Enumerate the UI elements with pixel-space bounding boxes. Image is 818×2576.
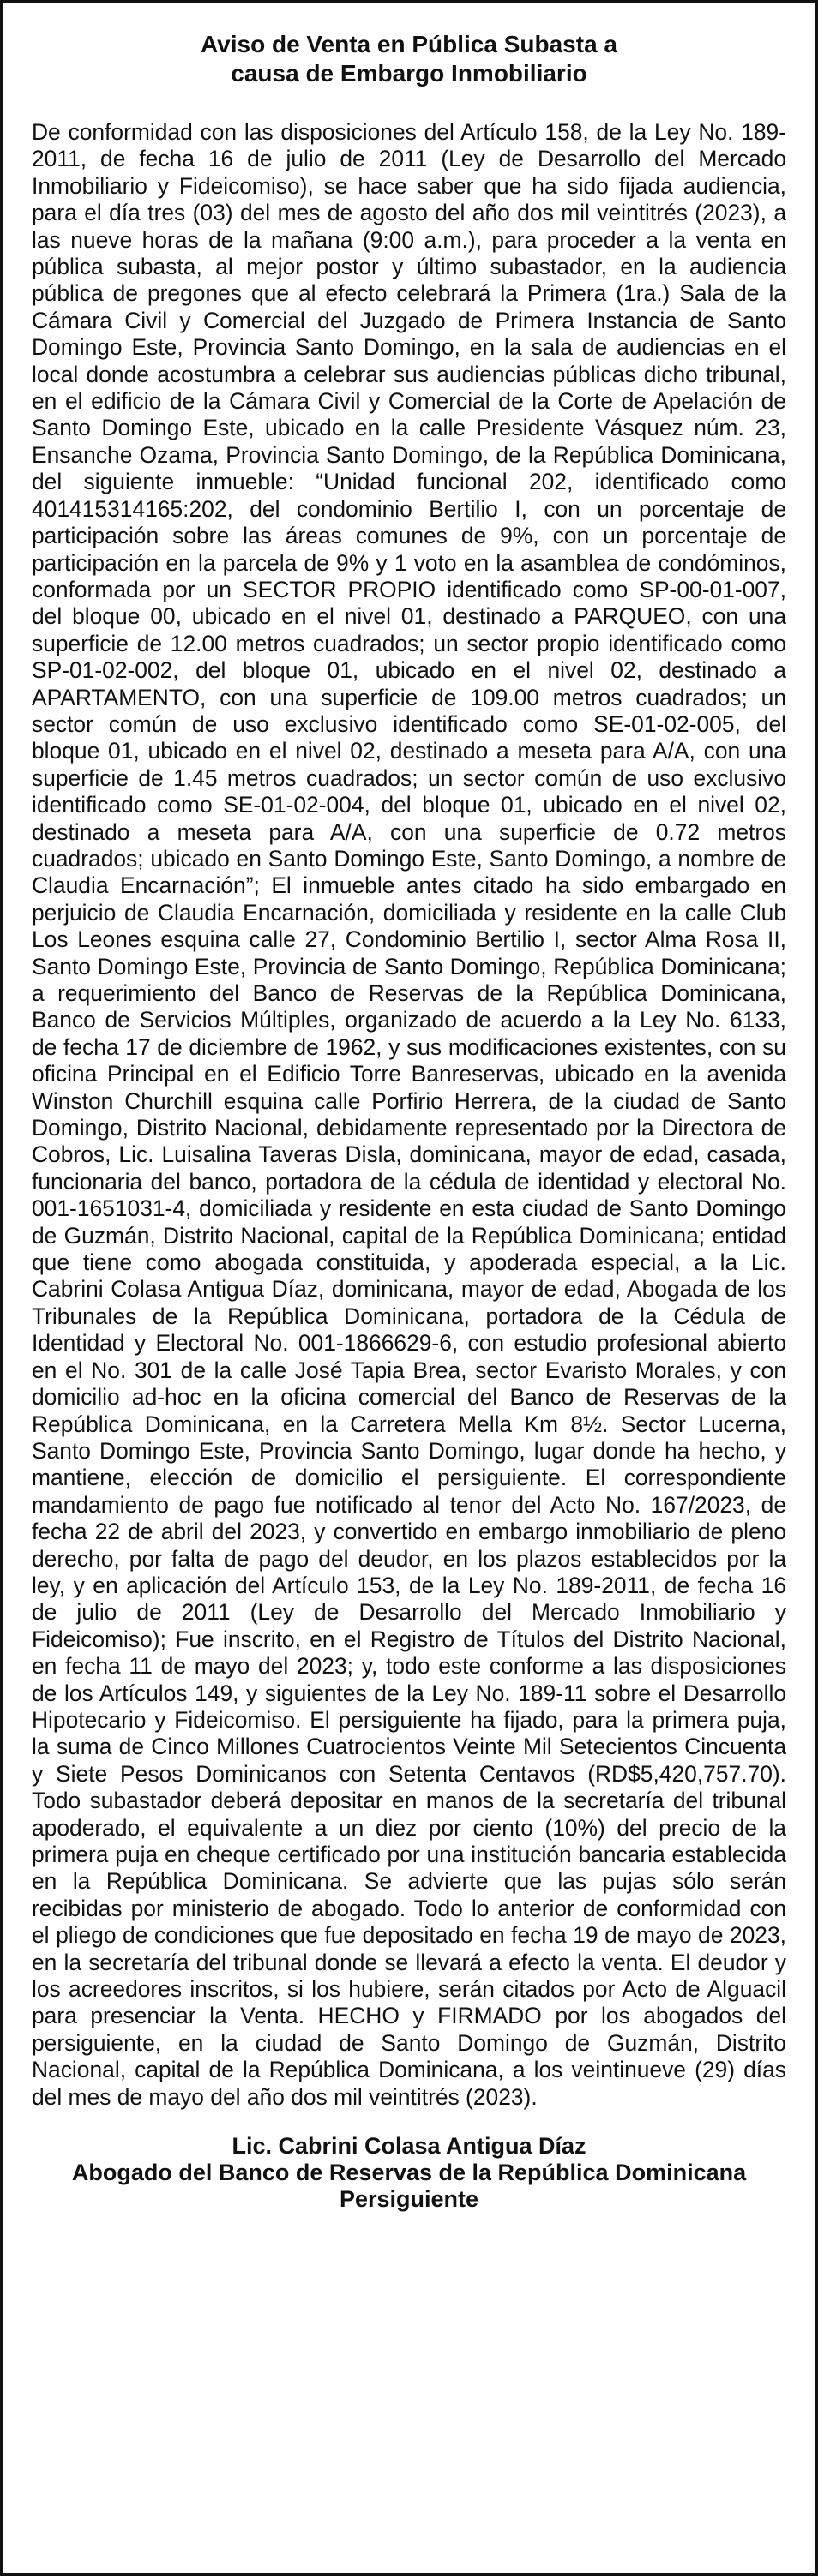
- signature-name: Lic. Cabrini Colasa Antigua Díaz: [232, 2133, 586, 2160]
- signature-role: Abogado del Banco de Reservas de la República Dominicana: [71, 2160, 747, 2186]
- notice-title-line-1: Aviso de Venta en Pública Subasta a: [200, 31, 618, 57]
- notice-title: [3, 30, 815, 88]
- notice-title-line-2: causa de Embargo Inmobiliario: [231, 60, 587, 87]
- signature-party: Persiguiente: [339, 2186, 479, 2213]
- notice-body: De conformidad con las disposiciones del Artículo 158, de la Ley No. 189-2011, de fecha 16 de julio de 2011 (Ley de Desarrollo del Mercado Inmobiliario y Fideicomiso), se hace saber que ha sido fijada audiencia, para el día tres (03) del mes de agosto del año dos mil veintitrés (2023), a las nueve horas de la mañana (9:00 a.m.), para proceder a la venta en pública subasta, al mejor postor y último subastador, en la audiencia pública de pregones que al efecto celebrará la Primera (1ra.) Sala de la Cámara Civil y Comercial del Juzgado de Primera Instancia de Santo Domingo Este, Provincia Santo Domingo, en la sala de audiencias en el local donde acostumbra a celebrar sus audiencias públicas dicho tribunal, en el edificio de la Cámara Civil y Comercial de la Corte de Apelación de Santo Domingo Este, ubicado en la calle Presidente Vásquez núm. 23, Ensanche Ozama, Provincia Santo Domingo, de la República Dominicana, del siguiente inmueble: “Unidad funcional 202, identificado como 401415314165:202, del condominio Bertilio I, con un porcentaje de participación sobre las áreas comunes de 9%, con un porcentaje de participación en la parcela de 9% y 1 voto en la asamblea de condóminos, conformada por un SECTOR PROPIO identificado como SP-00-01-007, del bloque 00, ubicado en el nivel 01, destinado a PARQUEO, con una superficie de 12.00 metros cuadrados; un sector propio identificado como SP-01-02-002, del bloque 01, ubicado en el nivel 02, destinado a APARTAMENTO, con una superficie de 109.00 metros cuadrados; un sector común de uso exclusivo identificado como SE-01-02-005, del bloque 01, ubicado en el nivel 02, destinado a meseta para A/A, con una superficie de 1.45 metros cuadrados; un sector común de uso exclusivo identificado como SE-01-02-004, del bloque 01, ubicado en el nivel 02, destinado a meseta para A/A, con una superficie de 0.72 metros cuadrados; ubicado en Santo Domingo Este, Santo Domingo, a nombre de Claudia Encarnación”; El inmueble antes citado ha sido embargado en perjuicio de Claudia Encarnación, domiciliada y residente en la calle Club Los Leones esquina calle 27, Condominio Bertilio I, sector Alma Rosa II, Santo Domingo Este, Provincia de Santo Domingo, República Dominicana; a requerimiento del Banco de Reservas de la República Dominicana, Banco de Servicios Múltiples, organizado de acuerdo a la Ley No. 6133, de fecha 17 de diciembre de 1962, y sus modificaciones existentes, con su oficina Principal en el Edificio Torre Banreservas, ubicado en la avenida Winston Churchill esquina calle Porfirio Herrera, de la ciudad de Santo Domingo, Distrito Nacional, debidamente representado por la Directora de Cobros, Lic. Luisalina Taveras Disla, dominicana, mayor de edad, casada, funcionaria del banco, portadora de la cédula de identidad y electoral No. 001-1651031-4, domiciliada y residente en esta ciudad de Santo Domingo de Guzmán, Distrito Nacional, capital de la República Dominicana; entidad que tiene como abogada constituida, y apoderada especial, a la Lic. Cabrini Colasa Antigua Díaz, dominicana, mayor de edad, Abogada de los Tribunales de la República Dominicana, portadora de la Cédula de Identidad y Electoral No. 001-1866629-6, con estudio profesional abierto en el No. 301 de la calle José Tapia Brea, sector Evaristo Morales, y con domicilio ad-hoc en la oficina comercial del Banco de Reservas de la República Dominicana, en la Carretera Mella Km 8½. Sector Lucerna, Santo Domingo Este, Provincia Santo Domingo, lugar donde ha hecho, y mantiene, elección de domicilio el persiguiente. El correspondiente mandamiento de pago fue notificado al tenor del Acto No. 167/2023, de fecha 22 de abril del 2023, y convertido en embargo inmobiliario de pleno derecho, por falta de pago del deudor, en los plazos establecidos por la ley, y en aplicación del Artículo 153, de la Ley No. 189-2011, de fecha 16 de julio de 2011 (Ley de Desarrollo del Mercado Inmobiliario y Fideicomiso); Fue inscrito, en el Registro de Títulos del Distrito Nacional, en fecha 11 de mayo del 2023; y, todo este conforme a las disposiciones de los Artículos 149, y siguientes de la Ley No. 189-11 sobre el Desarrollo Hipotecario y Fideicomiso. El persiguiente ha fijado, para la primera puja, la suma de Cinco Millones Cuatrocientos Veinte Mil Setecientos Cincuenta y Siete Pesos Dominicanos con Setenta Centavos (RD$5,420,757.70). Todo subastador deberá depositar en manos de la secretaría del tribunal apoderado, el equivalente a un diez por ciento (10%) del precio de la primera puja en cheque certificado por una institución bancaria establecida en la República Dominicana. Se advierte que las pujas sólo serán recibidas por ministerio de abogado. Todo lo anterior de conformidad con el pliego de condiciones que fue depositado en fecha 19 de mayo de 2023, en la secretaría del tribunal donde se llevará a efecto la venta. El deudor y los acreedores inscritos, si los hubiere, serán citados por Acto de Alguacil para presenciar la Venta. HECHO y FIRMADO por los abogados del persiguiente, en la ciudad de Santo Domingo de Guzmán, Distrito Nacional, capital de la República Dominicana, a los veintinueve (29) días del mes de mayo del año dos mil veintitrés (2023).: [32, 119, 786, 2110]
- signature-block: [20, 2133, 798, 2213]
